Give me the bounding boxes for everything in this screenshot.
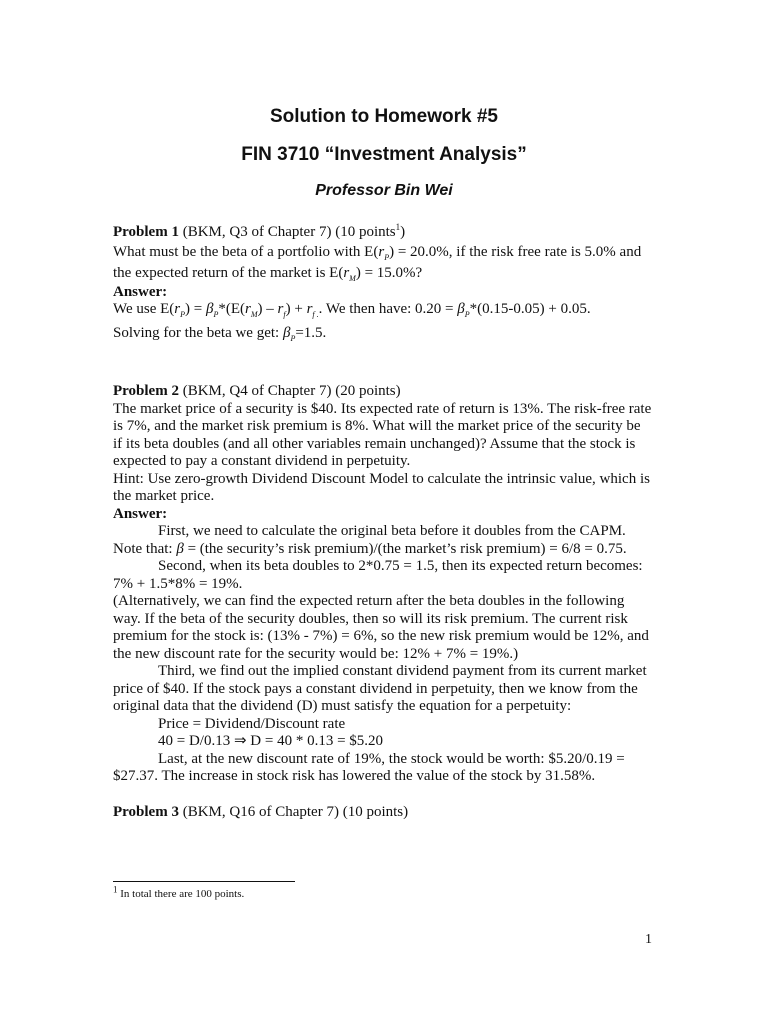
q-text: What must be the beta of a portfolio with E( bbox=[113, 243, 379, 260]
solution-line: price of $40. If the stock pays a constant dividend in perpetuity, then we know from the bbox=[113, 680, 638, 697]
subscript: P bbox=[464, 310, 470, 319]
problem-1-label: Problem 1 bbox=[113, 224, 179, 240]
problem-2-source: (BKM, Q4 of Chapter 7) (20 points) bbox=[178, 383, 401, 399]
a-text: ) + bbox=[285, 301, 307, 317]
beta-symbol: β bbox=[282, 324, 291, 341]
problem-2 bbox=[113, 383, 658, 786]
problem-2-text-line: is 7%, and the market risk premium is 8%. What will the market price of the security be bbox=[113, 418, 641, 434]
solution-line: Second, when its beta doubles to 2*0.75 = 1.5, then its expected return becomes: bbox=[158, 558, 643, 574]
problem-1-source: (BKM, Q3 of Chapter 7) (10 points bbox=[178, 224, 396, 240]
footnote bbox=[113, 884, 245, 900]
subscript: M bbox=[349, 274, 356, 283]
q-text: the expected return of the market is E( bbox=[113, 265, 344, 281]
subscript: P bbox=[213, 310, 219, 319]
problem-2-text-line: if its beta doubles (and all other variables remain unchanged)? Assume that the stock is bbox=[113, 435, 636, 452]
problem-1-question-line bbox=[113, 265, 658, 283]
problem-1-answer-label: Answer: bbox=[113, 283, 168, 300]
s-text: Note that: bbox=[113, 540, 177, 557]
solution-line: Third, we find out the implied constant dividend payment from its current market bbox=[158, 663, 647, 679]
r-symbol: r bbox=[306, 301, 313, 317]
beta-symbol: β bbox=[205, 301, 214, 317]
problem-2-text-line: The market price of a security is $40. Its expected rate of return is 13%. The risk-free rate bbox=[113, 400, 652, 417]
beta-symbol: β bbox=[457, 301, 465, 317]
footnote-mark: 1 bbox=[113, 884, 118, 895]
problem-3-source: (BKM, Q16 of Chapter 7) (10 points) bbox=[178, 804, 409, 820]
problem-2-text-line: Hint: Use zero-growth Dividend Discount Model to calculate the intrinsic value, which is bbox=[113, 470, 650, 487]
a-text: *(E( bbox=[218, 301, 246, 317]
s-text: = (the security’s risk premium)/(the market’s risk premium) = 6/8 = 0.75. bbox=[183, 540, 627, 557]
problem-1-close: ) bbox=[400, 224, 406, 240]
a-text: . We then have: 0.20 = bbox=[318, 301, 458, 317]
q-text: ) = 15.0%? bbox=[355, 265, 423, 281]
solution-line: (Alternatively, we can find the expected return after the beta doubles in the following bbox=[113, 593, 625, 609]
r-symbol: r bbox=[245, 301, 251, 317]
problem-1 bbox=[113, 224, 658, 342]
problem-3-label: Problem 3 bbox=[113, 804, 179, 820]
solution-line: premium for the stock is: (13% - 7%) = 6%, so the new risk premium would be 12%, and bbox=[113, 628, 649, 644]
solution-line: original data that the dividend (D) must satisfy the equation for a perpetuity: bbox=[113, 698, 572, 714]
a-text: =1.5. bbox=[295, 324, 327, 341]
problem-1-answer-line bbox=[113, 301, 658, 319]
problem-1-heading bbox=[113, 224, 658, 242]
problem-2-answer-label: Answer: bbox=[113, 505, 168, 522]
subscript: P bbox=[180, 310, 186, 319]
q-text: ) = 20.0%, if the risk free rate is 5.0% and bbox=[389, 243, 642, 260]
solution-line: 7% + 1.5*8% = 19%. bbox=[113, 575, 243, 592]
a-text: We use E( bbox=[113, 301, 175, 317]
r-symbol: r bbox=[174, 301, 181, 317]
beta-symbol: β bbox=[176, 540, 184, 557]
course-title: FIN 3710 “Investment Analysis” bbox=[241, 144, 527, 165]
r-symbol: r bbox=[378, 243, 385, 260]
subscript: P bbox=[290, 333, 296, 343]
solution-line: way. If the beta of the security doubles, then so will its risk premium. The current risk bbox=[113, 610, 628, 627]
equation-line: 40 = D/0.13 ⇒ D = 40 * 0.13 = $5.20 bbox=[158, 733, 384, 749]
r-symbol: r bbox=[277, 301, 284, 317]
subscript: f . bbox=[312, 310, 319, 319]
problem-2-label: Problem 2 bbox=[113, 383, 179, 399]
a-text: Solving for the beta we get: bbox=[113, 324, 283, 341]
footnote-text: In total there are 100 points. bbox=[117, 888, 245, 900]
solution-line: the new discount rate for the security would be: 12% + 7% = 19%.) bbox=[113, 645, 519, 662]
a-text: *(0.15-0.05) + 0.05. bbox=[469, 301, 591, 317]
footnote-marker: 1 bbox=[395, 222, 401, 232]
problem-3 bbox=[113, 804, 658, 822]
professor-name: Professor Bin Wei bbox=[315, 182, 453, 199]
solution-line: $27.37. The increase in stock risk has lowered the value of the stock by 31.58%. bbox=[113, 768, 596, 784]
equation-line: Price = Dividend/Discount rate bbox=[158, 715, 346, 732]
problem-3-heading bbox=[113, 804, 658, 822]
document-title: Solution to Homework #5 bbox=[269, 106, 499, 127]
a-text: ) = bbox=[185, 301, 206, 317]
subscript: M bbox=[250, 310, 258, 319]
subscript: f bbox=[283, 310, 286, 319]
solution-line bbox=[113, 541, 658, 559]
problem-2-heading bbox=[113, 383, 658, 401]
r-symbol: r bbox=[343, 265, 350, 281]
solution-line: First, we need to calculate the original beta before it doubles from the CAPM. bbox=[158, 523, 626, 539]
solution-line: Last, at the new discount rate of 19%, the stock would be worth: $5.20/0.19 = bbox=[158, 750, 625, 767]
problem-1-answer-line bbox=[113, 325, 658, 343]
page-number: 1 bbox=[645, 932, 652, 947]
footnote-rule bbox=[113, 881, 295, 882]
problem-2-text-line: the market price. bbox=[113, 488, 215, 504]
problem-2-text-line: expected to pay a constant dividend in perpetuity. bbox=[113, 453, 411, 469]
problem-1-question-line bbox=[113, 244, 658, 262]
a-text: ) – bbox=[257, 301, 278, 317]
subscript: P bbox=[384, 252, 390, 262]
